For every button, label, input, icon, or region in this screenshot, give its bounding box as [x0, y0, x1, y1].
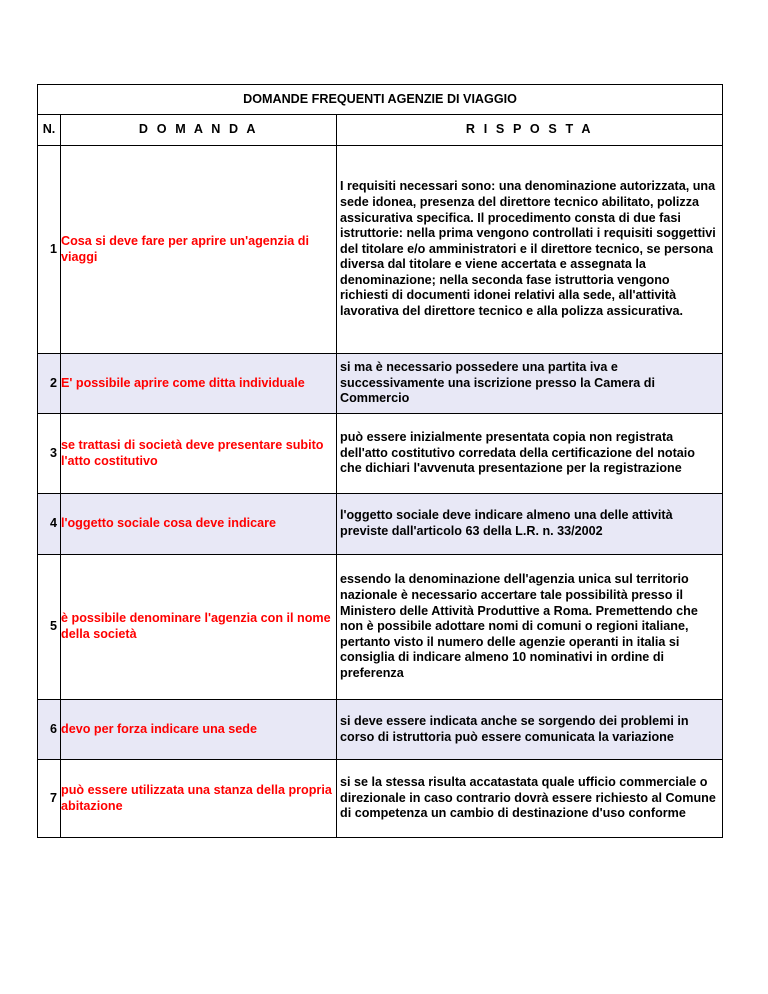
- table-row: [38, 146, 723, 354]
- table-row: [38, 414, 723, 494]
- row-answer: I requisiti necessari sono: una denominazione autorizzata, una sede idonea, presenza del direttore tecnico abilitato, polizza assicurativa specifica. Il procedimento consta di due fasi istruttorie: nella prima vengono controllati i requisiti soggettivi del titolare e/o amministratori e il direttore tecnico, se persona diversa dal titolare e viene accertata e assegnata la denominazione; nella seconda fase istruttoria vengono richiesti di documenti idonei relativi alla sede, all'attività lavorativa del direttore tecnico e alla polizza assicurativa.: [337, 146, 723, 354]
- row-number: 4: [38, 494, 61, 555]
- faq-table: [37, 84, 723, 838]
- row-question: è possibile denominare l'agenzia con il nome della società: [61, 555, 337, 700]
- row-question: può essere utilizzata una stanza della propria abitazione: [61, 760, 337, 838]
- table-title: DOMANDE FREQUENTI AGENZIE DI VIAGGIO: [38, 85, 723, 115]
- header-answer: R I S P O S T A: [337, 115, 723, 146]
- row-answer: si ma è necessario possedere una partita iva e successivamente una iscrizione presso la Camera di Commercio: [337, 354, 723, 414]
- header-question: D O M A N D A: [61, 115, 337, 146]
- row-number: 3: [38, 414, 61, 494]
- title-row: [38, 85, 723, 115]
- row-answer: l'oggetto sociale deve indicare almeno una delle attività previste dall'articolo 63 della L.R. n. 33/2002: [337, 494, 723, 555]
- header-row: [38, 115, 723, 146]
- row-answer: può essere inizialmente presentata copia non registrata dell'atto costitutivo corredata della certificazione del notaio che dichiari l'avvenuta presentazione per la registrazione: [337, 414, 723, 494]
- row-number: 7: [38, 760, 61, 838]
- table-row: [38, 760, 723, 838]
- table-row: [38, 555, 723, 700]
- row-answer: essendo la denominazione dell'agenzia unica sul territorio nazionale è necessario accertare tale possibilità presso il Ministero delle Attività Produttive a Roma. Premettendo che non è possibile adottare nomi di comuni o regioni italiane, pertanto visto il numero delle agenzie operanti in italia si consiglia di indicare almeno 10 nominativi in ordine di preferenza: [337, 555, 723, 700]
- row-answer: si se la stessa risulta accatastata quale ufficio commerciale o direzionale in caso contrario dovrà essere richiesto al Comune di competenza un cambio di destinazione d'uso conforme: [337, 760, 723, 838]
- row-question: E' possibile aprire come ditta individuale: [61, 354, 337, 414]
- row-question: se trattasi di società deve presentare subito l'atto costitutivo: [61, 414, 337, 494]
- header-number: N.: [38, 115, 61, 146]
- table-row: [38, 700, 723, 760]
- row-number: 6: [38, 700, 61, 760]
- row-answer: si deve essere indicata anche se sorgendo dei problemi in corso di istruttoria può essere comunicata la variazione: [337, 700, 723, 760]
- row-question: Cosa si deve fare per aprire un'agenzia di viaggi: [61, 146, 337, 354]
- table-row: [38, 494, 723, 555]
- row-question: devo per forza indicare una sede: [61, 700, 337, 760]
- row-number: 2: [38, 354, 61, 414]
- row-number: 1: [38, 146, 61, 354]
- row-number: 5: [38, 555, 61, 700]
- table-row: [38, 354, 723, 414]
- row-question: l'oggetto sociale cosa deve indicare: [61, 494, 337, 555]
